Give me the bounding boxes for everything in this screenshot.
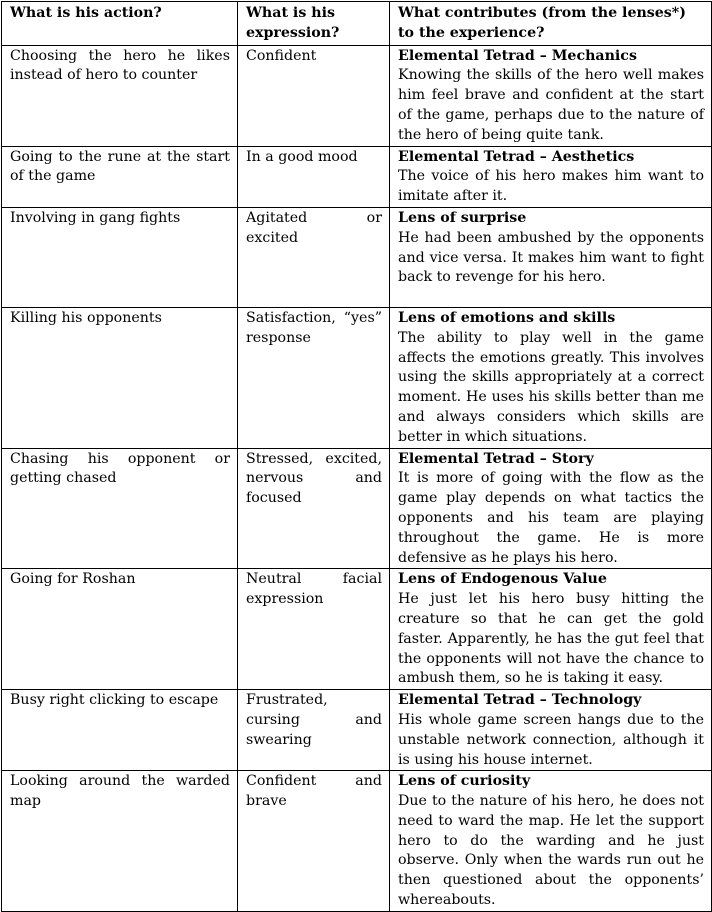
action-cell: Busy right clicking to escape <box>2 690 238 771</box>
table-row <box>2 690 712 771</box>
contributes-cell <box>390 146 712 207</box>
contributes-cell <box>390 45 712 146</box>
contributes-cell <box>390 771 712 912</box>
lens-description: He just let his hero busy hitting the creature so that he can get the gold faster. Apparently, he has the gut feel that the opponents will not have the chance to ambush them, so he is taking it easy. <box>398 591 704 687</box>
lens-name: Lens of surprise <box>398 209 527 226</box>
lens-name: Elemental Tetrad – Story <box>398 450 594 467</box>
action-cell: Choosing the hero he likes instead of hero to counter <box>2 45 238 146</box>
lens-description: He had been ambushed by the opponents and vice versa. It makes him want to fight back to revenge for his hero. <box>398 229 704 286</box>
lens-name: Elemental Tetrad – Mechanics <box>398 47 637 64</box>
lens-description: The voice of his hero makes him want to imitate after it. <box>398 168 704 205</box>
header-contributes: What contributes (from the lenses*) to the experience? <box>390 2 712 46</box>
action-cell: Going for Roshan <box>2 569 238 690</box>
lens-name: Lens of curiosity <box>398 773 531 790</box>
table-row <box>2 771 712 912</box>
observation-table <box>1 1 712 912</box>
expression-cell: Satisfaction, “yes” response <box>238 307 390 448</box>
contributes-cell <box>390 307 712 448</box>
contributes-cell <box>390 207 712 307</box>
lens-description: Due to the nature of his hero, he does not need to ward the map. He let the support hero to do the warding and he just observe. Only when the wards run out he then questioned about the opponents’ whereabouts. <box>398 793 704 909</box>
expression-cell: In a good mood <box>238 146 390 207</box>
table-row <box>2 45 712 146</box>
action-cell: Killing his opponents <box>2 307 238 448</box>
action-cell: Going to the rune at the start of the game <box>2 146 238 207</box>
lens-name: Lens of emotions and skills <box>398 309 616 326</box>
lens-description: His whole game screen hangs due to the unstable network connection, although it is using his house internet. <box>398 711 704 768</box>
action-cell: Looking around the warded map <box>2 771 238 912</box>
lens-description: It is more of going with the flow as the game play depends on what tactics the opponents and his team are playing throughout the game. He is more defensive as he plays his hero. <box>398 470 704 566</box>
table-row <box>2 448 712 569</box>
table-row <box>2 146 712 207</box>
expression-cell: Stressed, excited, nervous and focused <box>238 448 390 569</box>
expression-cell: Confident <box>238 45 390 146</box>
contributes-cell <box>390 690 712 771</box>
contributes-cell <box>390 448 712 569</box>
contributes-cell <box>390 569 712 690</box>
expression-cell: Frustrated, cursing and swearing <box>238 690 390 771</box>
lens-name: Elemental Tetrad – Technology <box>398 692 642 709</box>
action-cell: Involving in gang fights <box>2 207 238 307</box>
header-row <box>2 2 712 46</box>
lens-description: Knowing the skills of the hero well makes him feel brave and confident at the start of the game, perhaps due to the nature of the hero of being quite tank. <box>398 67 704 143</box>
table-row <box>2 569 712 690</box>
lens-name: Lens of Endogenous Value <box>398 571 607 588</box>
table-row <box>2 207 712 307</box>
header-expression: What is his expression? <box>238 2 390 46</box>
lens-name: Elemental Tetrad – Aesthetics <box>398 148 635 165</box>
action-cell: Chasing his opponent or getting chased <box>2 448 238 569</box>
lens-description: The ability to play well in the game affects the emotions greatly. This involves using the skills appropriately at a correct moment. He uses his skills better than me and always considers which skills are better in which situations. <box>398 329 704 445</box>
expression-cell: Confident and brave <box>238 771 390 912</box>
expression-cell: Agitated or excited <box>238 207 390 307</box>
header-action: What is his action? <box>2 2 238 46</box>
expression-cell: Neutral facial expression <box>238 569 390 690</box>
table-row <box>2 307 712 448</box>
